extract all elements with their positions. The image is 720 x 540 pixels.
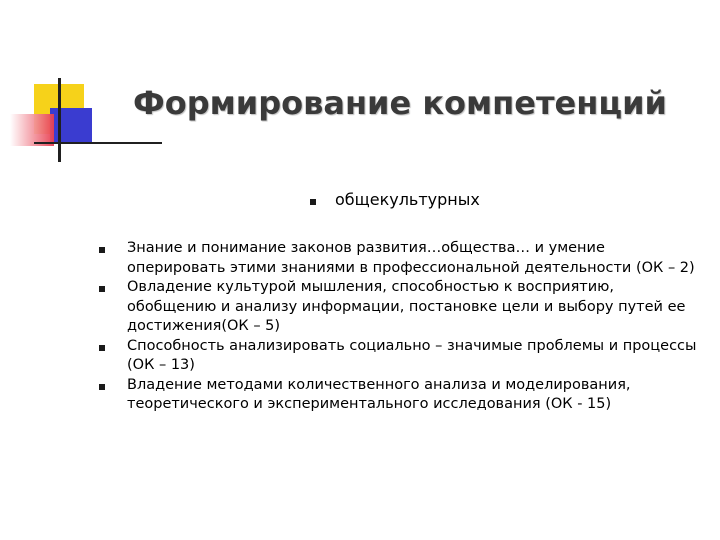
list-item-text: Владение методами количественного анализа и моделирования, теоретического и экспериментального исследования (ОК - 15) <box>127 376 631 412</box>
bullet-icon <box>99 384 105 390</box>
list-item-text: Овладение культурой мышления, способностью к восприятию, обобщению и анализу информации, постановке цели и выбору путей ее достижения(ОК – 5) <box>127 279 686 334</box>
list-item <box>127 278 702 337</box>
slide-title: Формирование компетенций <box>133 84 667 122</box>
subheading-bullet-icon <box>310 199 316 205</box>
list-item-text: Способность анализировать социально – значимые проблемы и процессы (ОК – 13) <box>127 337 697 373</box>
list-item <box>127 376 702 415</box>
list-item <box>127 337 702 376</box>
bullet-icon <box>99 345 105 351</box>
vertical-line-decoration <box>58 78 61 162</box>
bullet-list <box>127 239 702 415</box>
subheading: общекультурных <box>335 190 480 209</box>
bullet-icon <box>99 247 105 253</box>
list-item <box>127 239 702 278</box>
horizontal-line-decoration <box>34 142 162 144</box>
list-item-text: Знание и понимание законов развития…общества… и умение оперировать этими знаниями в профессиональной деятельности (ОК – 2) <box>127 240 695 276</box>
blue-square-decoration <box>50 108 92 142</box>
bullet-icon <box>99 286 105 292</box>
